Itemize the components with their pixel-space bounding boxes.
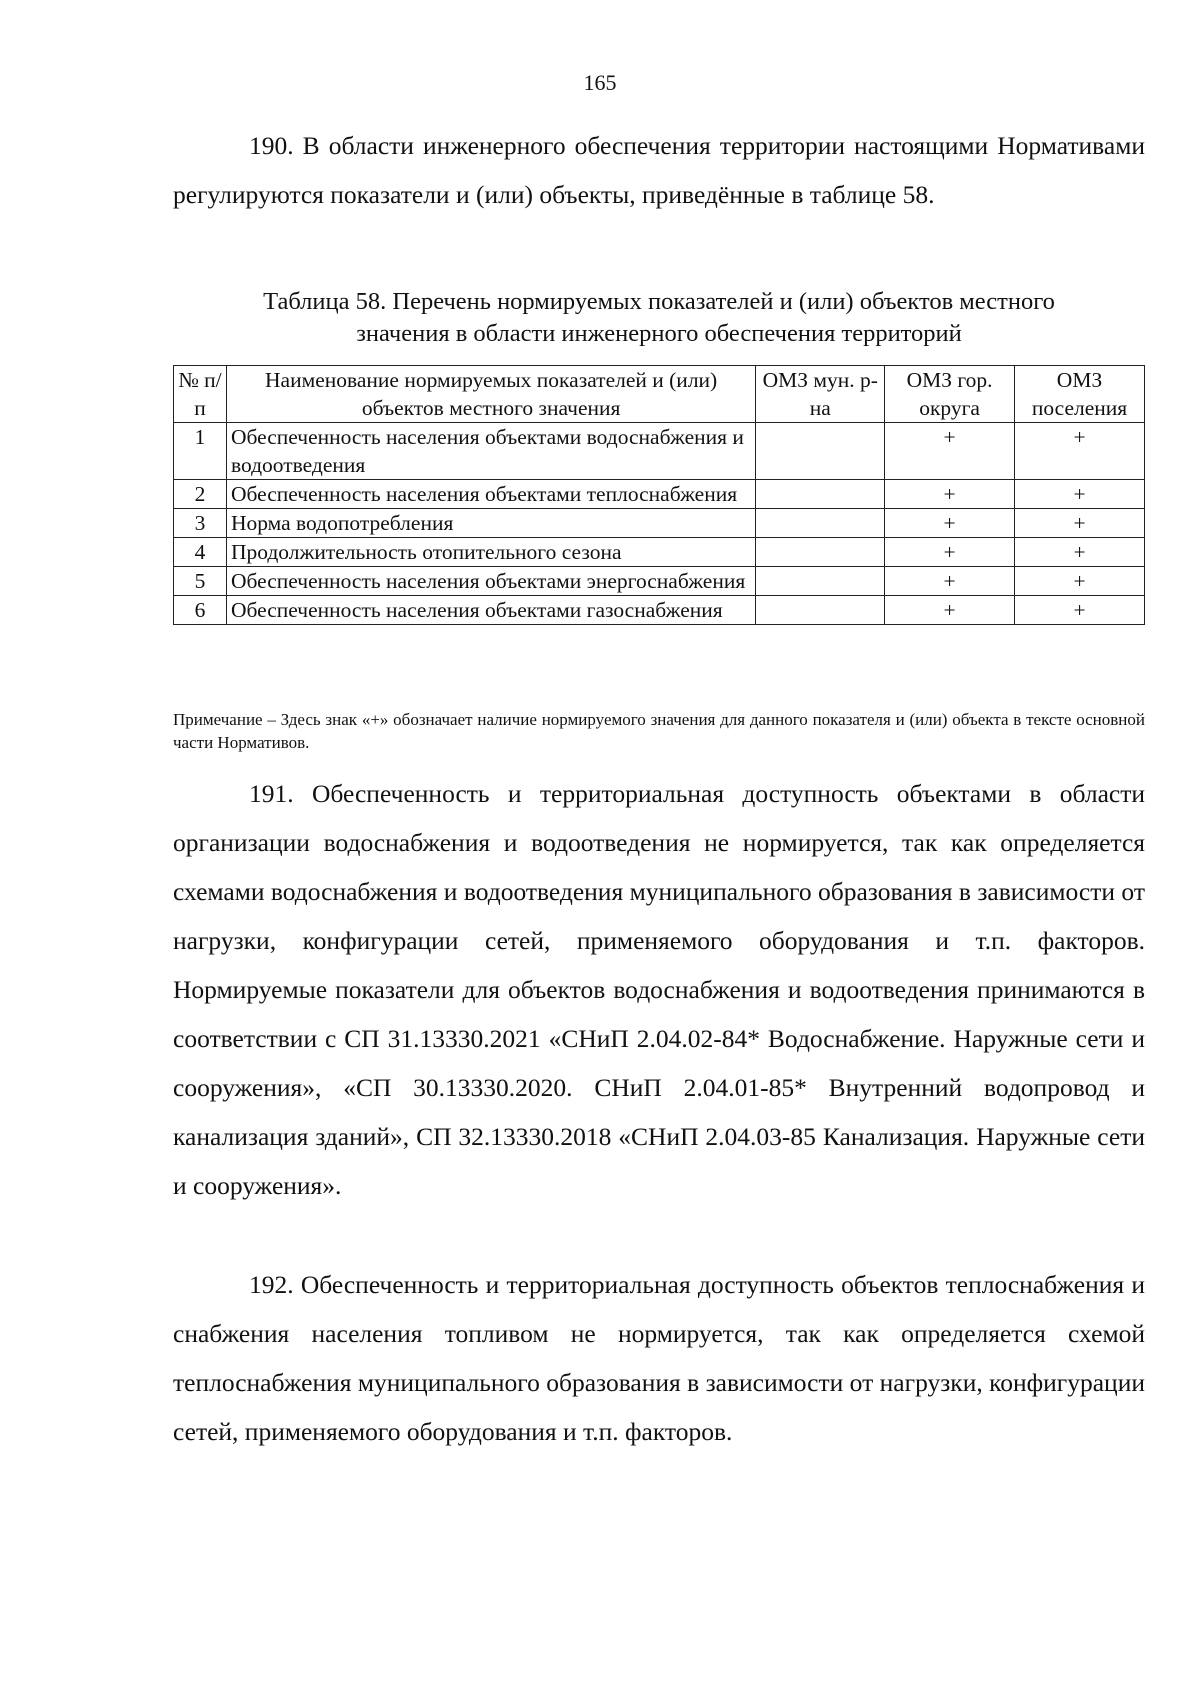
row-omz-mun	[756, 567, 885, 596]
table-caption-line-2: значения в области инженерного обеспечения территорий	[356, 320, 962, 347]
row-omz-pos: +	[1015, 538, 1145, 567]
table-row	[174, 567, 1145, 596]
paragraph-192: 192. Обеспеченность и территориальная доступность объектов теплоснабжения и снабжения населения топливом не нормируется, так как определяется схемой теплоснабжения муниципального образования в зависимости от нагрузки, конфигурации сетей, применяемого оборудования и т.п. факторов.	[173, 1270, 1145, 1446]
row-omz-mun	[756, 596, 885, 625]
row-name: Обеспеченность населения объектами теплоснабжения	[226, 480, 755, 509]
row-omz-pos: +	[1015, 596, 1145, 625]
header-omz-mun: ОМЗ мун. р-на	[756, 366, 885, 423]
table-caption-line-1: Таблица 58. Перечень нормируемых показателей и (или) объектов местного	[263, 288, 1055, 315]
row-omz-pos: +	[1015, 480, 1145, 509]
row-num: 6	[174, 596, 227, 625]
header-omz-gor: ОМЗ гор. округа	[885, 366, 1015, 423]
header-omz-pos: ОМЗ поселения	[1015, 366, 1145, 423]
row-omz-pos: +	[1015, 423, 1145, 480]
row-name: Норма водопотребления	[226, 509, 755, 538]
table-row	[174, 509, 1145, 538]
row-num: 5	[174, 567, 227, 596]
row-omz-gor: +	[885, 538, 1015, 567]
row-omz-mun	[756, 538, 885, 567]
header-num: № п/п	[174, 366, 227, 423]
row-name: Обеспеченность населения объектами водоснабжения и водоотведения	[226, 423, 755, 480]
page-number: 165	[583, 70, 617, 95]
row-omz-gor: +	[885, 423, 1015, 480]
table-row	[174, 480, 1145, 509]
header-name: Наименование нормируемых показателей и (или) объектов местного значения	[226, 366, 755, 423]
table-note: Примечание – Здесь знак «+» обозначает наличие нормируемого значения для данного показателя и (или) объекта в тексте основной части Нормативов.	[173, 710, 1145, 752]
table-header-row	[174, 366, 1145, 423]
table-58	[173, 365, 1145, 625]
row-omz-gor: +	[885, 509, 1015, 538]
row-num: 2	[174, 480, 227, 509]
row-name: Обеспеченность населения объектами газоснабжения	[226, 596, 755, 625]
row-num: 3	[174, 509, 227, 538]
row-omz-mun	[756, 509, 885, 538]
table-row	[174, 596, 1145, 625]
row-omz-pos: +	[1015, 509, 1145, 538]
row-name: Продолжительность отопительного сезона	[226, 538, 755, 567]
row-omz-gor: +	[885, 596, 1015, 625]
row-omz-mun	[756, 423, 885, 480]
table-caption	[173, 286, 1145, 350]
paragraph-191: 191. Обеспеченность и территориальная доступность объектами в области организации водоснабжения и водоотведения не нормируется, так как определяется схемами водоснабжения и водоотведения муниципального образования в зависимости от нагрузки, конфигурации сетей, применяемого оборудования и т.п. факторов. Нормируемые показатели для объектов водоснабжения и водоотведения принимаются в соответствии с СП 31.13330.2021 «СНиП 2.04.02-84* Водоснабжение. Наружные сети и сооружения», «СП 30.13330.2020. СНиП 2.04.01-85* Внутренний водопровод и канализация зданий», СП 32.13330.2018 «СНиП 2.04.03-85 Канализация. Наружные сети и сооружения».	[173, 779, 1145, 1200]
table-row	[174, 423, 1145, 480]
row-name: Обеспеченность населения объектами энергоснабжения	[226, 567, 755, 596]
row-omz-mun	[756, 480, 885, 509]
row-omz-gor: +	[885, 480, 1015, 509]
row-num: 1	[174, 423, 227, 480]
table-row	[174, 538, 1145, 567]
row-num: 4	[174, 538, 227, 567]
row-omz-gor: +	[885, 567, 1015, 596]
paragraph-190: 190. В области инженерного обеспечения территории настоящими Нормативами регулируются показатели и (или) объекты, приведённые в таблице 58.	[173, 131, 1145, 209]
row-omz-pos: +	[1015, 567, 1145, 596]
